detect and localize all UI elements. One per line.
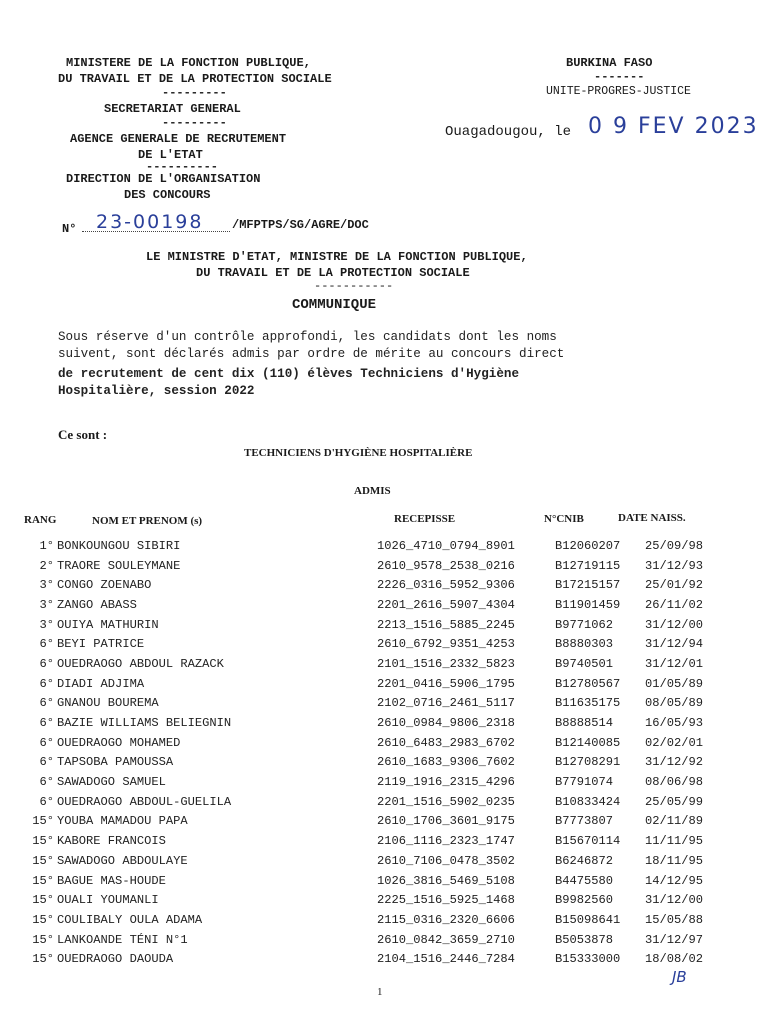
- receipt-cell: 1026_4710_0794_8901: [377, 538, 515, 553]
- name-cell: BAGUE MAS-HOUDE: [57, 873, 166, 888]
- separator-2: ---------: [162, 116, 227, 130]
- handwritten-date: 0 9 FEV 2023: [588, 114, 759, 139]
- cnib-cell: B15098641: [555, 912, 621, 927]
- name-cell: OUEDRAOGO MOHAMED: [57, 735, 181, 750]
- birthdate-cell: 31/12/92: [645, 755, 704, 770]
- receipt-cell: 2201_0416_5906_1795: [377, 676, 515, 691]
- cnib-cell: B8880303: [555, 637, 614, 652]
- rank-cell: 6°: [39, 794, 54, 809]
- receipt-cell: 2610_1706_3601_9175: [377, 814, 515, 829]
- name-cell: SAWADOGO SAMUEL: [57, 775, 166, 790]
- receipt-cell: 2610_0842_3659_2710: [377, 932, 515, 947]
- birthdate-cell: 18/08/02: [645, 952, 704, 967]
- column-header-cnib: N°CNIB: [544, 513, 584, 525]
- birthdate-cell: 26/11/02: [645, 597, 704, 612]
- national-motto: UNITE-PROGRES-JUSTICE: [546, 85, 691, 98]
- receipt-cell: 2106_1116_2323_1747: [377, 834, 515, 849]
- table-row: [24, 733, 703, 753]
- rank-cell: 2°: [39, 558, 54, 573]
- rank-cell: 6°: [39, 735, 54, 750]
- rank-cell: 6°: [39, 716, 54, 731]
- rank-cell: 6°: [39, 696, 54, 711]
- cnib-cell: B8888514: [555, 716, 614, 731]
- rank-cell: 1°: [39, 538, 54, 553]
- birthdate-cell: 25/01/92: [645, 578, 704, 593]
- birthdate-cell: 31/12/97: [645, 932, 704, 947]
- cnib-cell: B10833424: [555, 794, 621, 809]
- admis-label: ADMIS: [354, 485, 391, 497]
- birthdate-cell: 16/05/93: [645, 716, 704, 731]
- rank-cell: 6°: [39, 775, 54, 790]
- receipt-cell: 2610_9578_2538_0216: [377, 558, 515, 573]
- cnib-cell: B7791074: [555, 775, 614, 790]
- table-row: [24, 654, 703, 674]
- receipt-cell: 2101_1516_2332_5823: [377, 656, 515, 671]
- table-row: [24, 812, 703, 832]
- table-row: [24, 713, 703, 733]
- name-cell: LANKOANDE TÉNI N°1: [57, 932, 188, 947]
- cnib-cell: B15670114: [555, 834, 621, 849]
- birthdate-cell: 01/05/89: [645, 676, 704, 691]
- birthdate-cell: 18/11/95: [645, 853, 704, 868]
- intro-line4: Hospitalière, session 2022: [58, 384, 255, 398]
- receipt-cell: 2226_0316_5952_9306: [377, 578, 515, 593]
- table-row: [24, 595, 703, 615]
- name-cell: TRAORE SOULEYMANE: [57, 558, 181, 573]
- birthdate-cell: 08/06/98: [645, 775, 704, 790]
- name-cell: BONKOUNGOU SIBIRI: [57, 538, 181, 553]
- name-cell: OUIYA MATHURIN: [57, 617, 159, 632]
- name-cell: OUEDRAOGO DAOUDA: [57, 952, 174, 967]
- birthdate-cell: 25/09/98: [645, 538, 704, 553]
- cnib-cell: B12780567: [555, 676, 621, 691]
- birthdate-cell: 31/12/01: [645, 656, 704, 671]
- cnib-cell: B5053878: [555, 932, 614, 947]
- receipt-cell: 1026_3816_5469_5108: [377, 873, 515, 888]
- admitted-candidates-table: [24, 536, 703, 969]
- cnib-cell: B9740501: [555, 656, 614, 671]
- receipt-cell: 2102_0716_2461_5117: [377, 696, 515, 711]
- table-row: [24, 792, 703, 812]
- column-header-date: DATE NAISS.: [618, 512, 686, 524]
- cnib-cell: B11635175: [555, 696, 621, 711]
- receipt-cell: 2201_1516_5902_0235: [377, 794, 515, 809]
- ministry-line1: MINISTERE DE LA FONCTION PUBLIQUE,: [66, 56, 311, 70]
- table-row: [24, 910, 703, 930]
- direction-line2: DES CONCOURS: [124, 188, 211, 202]
- secretariat-label: SECRETARIAT GENERAL: [104, 102, 241, 116]
- place-label: Ouagadougou, le: [445, 124, 572, 140]
- name-cell: COULIBALY OULA ADAMA: [57, 912, 203, 927]
- table-row: [24, 949, 703, 969]
- receipt-cell: 2610_1683_9306_7602: [377, 755, 515, 770]
- name-cell: KABORE FRANCOIS: [57, 834, 166, 849]
- minister-line2: DU TRAVAIL ET DE LA PROTECTION SOCIALE: [196, 266, 470, 280]
- table-row: [24, 694, 703, 714]
- cnib-cell: B9771062: [555, 617, 614, 632]
- name-cell: BAZIE WILLIAMS BELIEGNIN: [57, 716, 232, 731]
- separator-3: ----------: [146, 160, 219, 174]
- table-row: [24, 930, 703, 950]
- birthdate-cell: 31/12/94: [645, 637, 704, 652]
- receipt-cell: 2610_6483_2983_6702: [377, 735, 515, 750]
- rank-cell: 15°: [32, 893, 54, 908]
- receipt-cell: 2119_1916_2315_4296: [377, 775, 515, 790]
- name-cell: DIADI ADJIMA: [57, 676, 145, 691]
- name-cell: SAWADOGO ABDOULAYE: [57, 853, 188, 868]
- name-cell: BEYI PATRICE: [57, 637, 145, 652]
- name-cell: YOUBA MAMADOU PAPA: [57, 814, 188, 829]
- reference-prefix: N°: [62, 222, 77, 236]
- rank-cell: 6°: [39, 656, 54, 671]
- section-title: TECHNICIENS D'HYGIÈNE HOSPITALIÈRE: [244, 447, 473, 459]
- cnib-cell: B7773807: [555, 814, 614, 829]
- column-header-rang: RANG: [24, 514, 57, 526]
- receipt-cell: 2213_1516_5885_2245: [377, 617, 515, 632]
- rank-cell: 3°: [39, 597, 54, 612]
- table-row: [24, 890, 703, 910]
- birthdate-cell: 15/05/88: [645, 912, 704, 927]
- page-number: 1: [377, 986, 383, 998]
- name-cell: OUEDRAOGO ABDOUL RAZACK: [57, 656, 224, 671]
- rank-cell: 6°: [39, 755, 54, 770]
- table-row: [24, 831, 703, 851]
- cnib-cell: B6246872: [555, 853, 614, 868]
- table-row: [24, 575, 703, 595]
- receipt-cell: 2201_2616_5907_4304: [377, 597, 515, 612]
- birthdate-cell: 08/05/89: [645, 696, 704, 711]
- birthdate-cell: 25/05/99: [645, 794, 704, 809]
- ministry-line2: DU TRAVAIL ET DE LA PROTECTION SOCIALE: [58, 72, 332, 86]
- table-row: [24, 772, 703, 792]
- handwritten-reference-number: 23-00198: [96, 211, 204, 233]
- rank-cell: 15°: [32, 814, 54, 829]
- cnib-cell: B12140085: [555, 735, 621, 750]
- table-row: [24, 556, 703, 576]
- birthdate-cell: 02/02/01: [645, 735, 704, 750]
- birthdate-cell: 31/12/00: [645, 893, 704, 908]
- birthdate-cell: 02/11/89: [645, 814, 704, 829]
- receipt-cell: 2104_1516_2446_7284: [377, 952, 515, 967]
- handwritten-initials: JB: [672, 968, 687, 986]
- receipt-cell: 2610_6792_9351_4253: [377, 637, 515, 652]
- cnib-cell: B12060207: [555, 538, 621, 553]
- reference-suffix: /MFPTPS/SG/AGRE/DOC: [232, 218, 369, 232]
- table-row: [24, 753, 703, 773]
- ce-sont-label: Ce sont :: [58, 427, 108, 442]
- name-cell: GNANOU BOUREMA: [57, 696, 159, 711]
- cnib-cell: B15333000: [555, 952, 621, 967]
- birthdate-cell: 31/12/93: [645, 558, 704, 573]
- rank-cell: 15°: [32, 952, 54, 967]
- cnib-cell: B9982560: [555, 893, 614, 908]
- minister-separator: -----------: [314, 279, 394, 293]
- rank-cell: 15°: [32, 873, 54, 888]
- minister-line1: LE MINISTRE D'ETAT, MINISTRE DE LA FONCTION PUBLIQUE,: [146, 250, 528, 264]
- rank-cell: 15°: [32, 834, 54, 849]
- rank-cell: 15°: [32, 853, 54, 868]
- agency-line2: DE L'ETAT: [138, 148, 203, 162]
- country-separator: -------: [594, 70, 645, 84]
- table-row: [24, 851, 703, 871]
- receipt-cell: 2610_7106_0478_3502: [377, 853, 515, 868]
- rank-cell: 3°: [39, 578, 54, 593]
- name-cell: CONGO ZOENABO: [57, 578, 152, 593]
- reference-dotted-line: [82, 231, 230, 232]
- cnib-cell: B12708291: [555, 755, 621, 770]
- name-cell: TAPSOBA PAMOUSSA: [57, 755, 174, 770]
- name-cell: ZANGO ABASS: [57, 597, 137, 612]
- intro-line1: Sous réserve d'un contrôle approfondi, les candidats dont les noms: [58, 330, 557, 344]
- cnib-cell: B17215157: [555, 578, 621, 593]
- intro-line3: de recrutement de cent dix (110) élèves Techniciens d'Hygiène: [58, 367, 520, 381]
- column-header-recepisse: RECEPISSE: [394, 513, 456, 525]
- rank-cell: 6°: [39, 676, 54, 691]
- intro-line2: suivent, sont déclarés admis par ordre de mérite au concours direct: [58, 347, 565, 361]
- receipt-cell: 2115_0316_2320_6606: [377, 912, 515, 927]
- rank-cell: 3°: [39, 617, 54, 632]
- receipt-cell: 2610_0984_9806_2318: [377, 716, 515, 731]
- cnib-cell: B12719115: [555, 558, 621, 573]
- rank-cell: 6°: [39, 637, 54, 652]
- table-row: [24, 871, 703, 891]
- name-cell: OUEDRAOGO ABDOUL-GUELILA: [57, 794, 232, 809]
- table-row: [24, 674, 703, 694]
- rank-cell: 15°: [32, 912, 54, 927]
- name-cell: OUALI YOUMANLI: [57, 893, 159, 908]
- communique-title: COMMUNIQUE: [292, 297, 377, 313]
- rank-cell: 15°: [32, 932, 54, 947]
- column-header-nom: NOM ET PRENOM (s): [92, 515, 203, 527]
- direction-line1: DIRECTION DE L'ORGANISATION: [66, 172, 261, 186]
- birthdate-cell: 14/12/95: [645, 873, 704, 888]
- country-name: BURKINA FASO: [566, 56, 653, 70]
- cnib-cell: B4475580: [555, 873, 614, 888]
- birthdate-cell: 31/12/00: [645, 617, 704, 632]
- birthdate-cell: 11/11/95: [645, 834, 704, 849]
- separator-1: ---------: [162, 86, 227, 100]
- receipt-cell: 2225_1516_5925_1468: [377, 893, 515, 908]
- table-row: [24, 634, 703, 654]
- cnib-cell: B11901459: [555, 597, 621, 612]
- agency-line1: AGENCE GENERALE DE RECRUTEMENT: [70, 132, 287, 146]
- table-row: [24, 615, 703, 635]
- table-row: [24, 536, 703, 556]
